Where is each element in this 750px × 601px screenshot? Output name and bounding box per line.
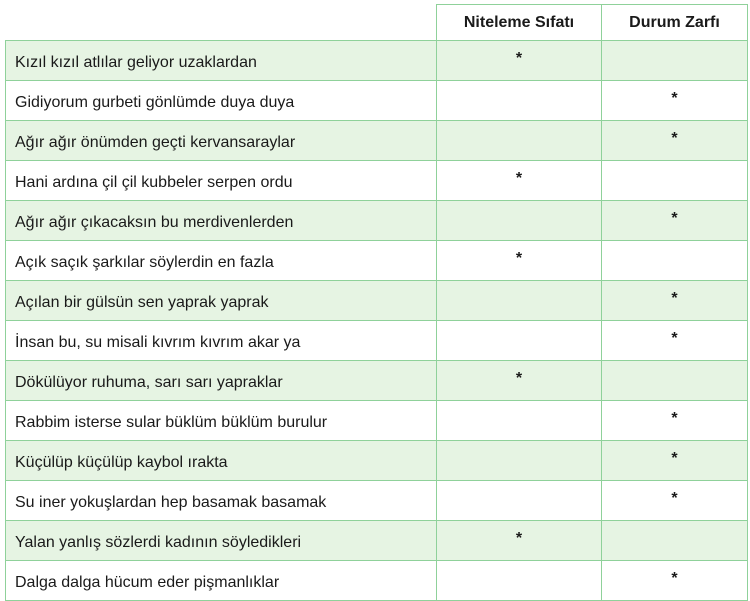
durum-zarfi-mark: *: [602, 401, 748, 441]
table-row: [6, 441, 748, 481]
sentence-cell: Gidiyorum gurbeti gönlümde duya duya: [6, 81, 437, 121]
sentence-cell: Ağır ağır önümden geçti kervansaraylar: [6, 121, 437, 161]
table-header: [6, 5, 748, 41]
niteleme-sifati-mark: [437, 281, 602, 321]
table-row: [6, 281, 748, 321]
table-row: [6, 561, 748, 601]
durum-zarfi-mark: [602, 41, 748, 81]
sentence-cell: Rabbim isterse sular büklüm büklüm burulur: [6, 401, 437, 441]
niteleme-sifati-mark: *: [437, 161, 602, 201]
durum-zarfi-mark: *: [602, 561, 748, 601]
table-row: [6, 401, 748, 441]
durum-zarfi-mark: *: [602, 481, 748, 521]
niteleme-sifati-mark: *: [437, 361, 602, 401]
sentence-cell: Küçülüp küçülüp kaybol ırakta: [6, 441, 437, 481]
durum-zarfi-mark: *: [602, 321, 748, 361]
table-row: [6, 121, 748, 161]
sentence-cell: Hani ardına çil çil kubbeler serpen ordu: [6, 161, 437, 201]
sentence-cell: Dökülüyor ruhuma, sarı sarı yapraklar: [6, 361, 437, 401]
niteleme-sifati-mark: [437, 121, 602, 161]
table-row: [6, 161, 748, 201]
sentence-cell: Yalan yanlış sözlerdi kadının söyledikleri: [6, 521, 437, 561]
header-row: [6, 5, 748, 41]
sentence-cell: Açılan bir gülsün sen yaprak yaprak: [6, 281, 437, 321]
table-row: [6, 361, 748, 401]
header-niteleme-sifati: Niteleme Sıfatı: [437, 5, 602, 41]
table-row: [6, 201, 748, 241]
sentence-cell: Açık saçık şarkılar söylerdin en fazla: [6, 241, 437, 281]
header-durum-zarfi: Durum Zarfı: [602, 5, 748, 41]
table-row: [6, 81, 748, 121]
sentence-cell: Su iner yokuşlardan hep basamak basamak: [6, 481, 437, 521]
table-row: [6, 521, 748, 561]
sentence-cell: Ağır ağır çıkacaksın bu merdivenlerden: [6, 201, 437, 241]
niteleme-sifati-mark: [437, 561, 602, 601]
table-row: [6, 241, 748, 281]
niteleme-sifati-mark: *: [437, 41, 602, 81]
niteleme-sifati-mark: *: [437, 241, 602, 281]
niteleme-sifati-mark: [437, 81, 602, 121]
durum-zarfi-mark: [602, 521, 748, 561]
durum-zarfi-mark: *: [602, 281, 748, 321]
durum-zarfi-mark: *: [602, 81, 748, 121]
niteleme-sifati-mark: [437, 321, 602, 361]
durum-zarfi-mark: *: [602, 441, 748, 481]
sentence-cell: İnsan bu, su misali kıvrım kıvrım akar ya: [6, 321, 437, 361]
table-body: [6, 41, 748, 601]
niteleme-sifati-mark: [437, 441, 602, 481]
table-row: [6, 321, 748, 361]
table-row: [6, 41, 748, 81]
niteleme-sifati-mark: [437, 401, 602, 441]
durum-zarfi-mark: [602, 241, 748, 281]
durum-zarfi-mark: [602, 161, 748, 201]
durum-zarfi-mark: *: [602, 121, 748, 161]
sentence-cell: Kızıl kızıl atlılar geliyor uzaklardan: [6, 41, 437, 81]
durum-zarfi-mark: *: [602, 201, 748, 241]
niteleme-sifati-mark: [437, 201, 602, 241]
durum-zarfi-mark: [602, 361, 748, 401]
sentence-cell: Dalga dalga hücum eder pişmanlıklar: [6, 561, 437, 601]
classification-table: [5, 4, 748, 601]
niteleme-sifati-mark: *: [437, 521, 602, 561]
niteleme-sifati-mark: [437, 481, 602, 521]
table-row: [6, 481, 748, 521]
header-sentence-column: [6, 5, 437, 41]
